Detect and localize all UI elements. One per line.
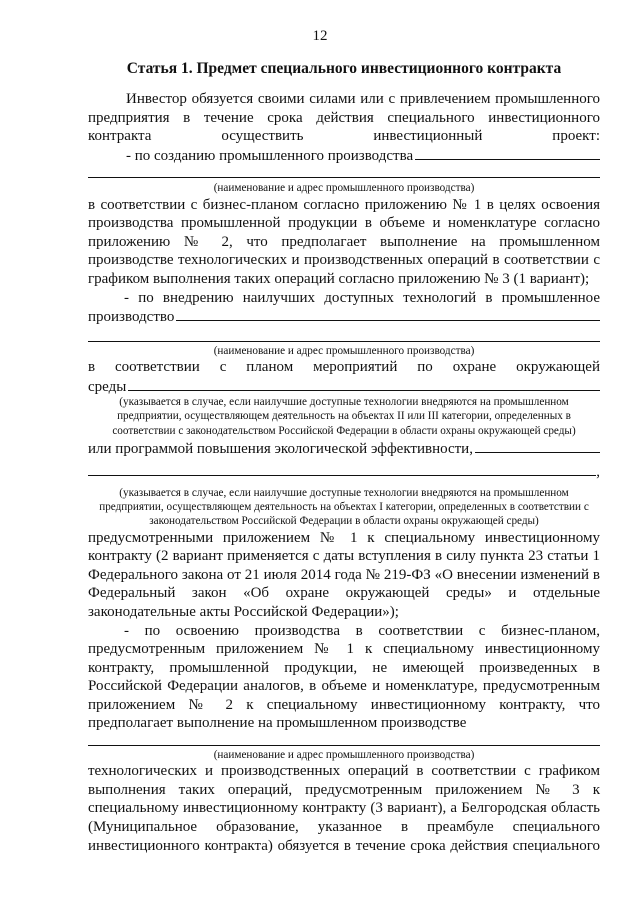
document-body bbox=[88, 90, 600, 855]
eco-lead-line bbox=[88, 439, 600, 459]
note-category-1: (указывается в случае, если наилучшие доступные технологии внедряются на промышленном предприятии, осуществляющем деятельность на объектах I категории, определенных в соответствии с законодательством Российской Федерации в области охраны окружающей среды) bbox=[99, 486, 589, 528]
blank-line[interactable] bbox=[88, 462, 596, 476]
paragraph-item2: - по внедрению наилучших доступных технологий в промышленное bbox=[124, 289, 600, 306]
comma-line bbox=[88, 462, 600, 482]
page-number: 12 bbox=[312, 28, 328, 44]
env-lead-line bbox=[88, 377, 600, 397]
blank-line[interactable] bbox=[176, 307, 600, 321]
paragraph-intro: Инвестор обязуется своими силами или с привлечением промышленного предприятия в течение срока действия специального инвестиционного контракта осуществить инвестиционный проект: bbox=[88, 91, 600, 145]
note-name-address-2: (наименование и адрес промышленного производства) bbox=[213, 344, 475, 357]
paragraph-env-plan: в соответствии с планом мероприятий по охране окружающей bbox=[88, 358, 600, 375]
note-category-2-3: (указывается в случае, если наилучшие доступные технологии внедряются на промышленном предприятии, осуществляющем деятельность на объектах II или III категории, определенных в соответствии с законодательством Российской Федерации в области охраны окружающей среды) bbox=[112, 396, 576, 437]
eco-lead-text: или программой повышения экологической эффективности, bbox=[88, 440, 473, 457]
item2-lead-line bbox=[88, 307, 600, 327]
blank-line[interactable] bbox=[88, 327, 600, 342]
blank-line[interactable] bbox=[415, 146, 600, 160]
env-lead-text: среды bbox=[88, 378, 127, 395]
blank-line[interactable] bbox=[475, 439, 600, 453]
item1-lead-line bbox=[88, 146, 600, 166]
item1-lead-text: - по созданию промышленного производства bbox=[126, 147, 414, 164]
blank-line[interactable] bbox=[88, 165, 600, 178]
paragraph-final: технологических и производственных операций в соответствии с графиком выполнения таких операций, предусмотренным приложением № 3 к специальному инвестиционному контракту (3 вариант), а Белгородская область (Муниципальное образование, указанное в преамбуле специального инвестиционного контракта) обязуется в течение срока действия специального bbox=[88, 763, 600, 854]
note-name-address: (наименование и адрес промышленного производства) bbox=[213, 182, 475, 195]
comma-text: , bbox=[596, 464, 600, 481]
blank-line[interactable] bbox=[88, 733, 600, 746]
paragraph-item1: в соответствии с бизнес-планом согласно приложению № 1 в целях освоения производства промышленной продукции в объеме и номенклатуре согласно приложению № 2, что предполагает выполнение на промышленном производстве технологических и производственных операций в соответствии с графиком выполнения таких операций согласно приложению № 3 (1 вариант); bbox=[88, 196, 600, 287]
paragraph-variant2: предусмотренными приложением № 1 к специальному инвестиционному контракту (2 вариант применяется с даты вступления в силу пункта 23 статьи 1 Федерального закона от 21 июля 2014 года № 219-ФЗ «О внесении изменений в Федеральный закон «Об охране окружающей среды» и отдельные законодательные акты Российской Федерации»); bbox=[88, 529, 600, 620]
item2-lead-text: производство bbox=[88, 309, 175, 326]
article-heading: Статья 1. Предмет специального инвестиционного контракта bbox=[126, 60, 562, 77]
note-name-address-3: (наименование и адрес промышленного производства) bbox=[213, 749, 475, 762]
paragraph-item3: - по освоению производства в соответствии с бизнес-планом, предусмотренным приложением № 1 к специальному инвестиционному контракту, промышленной продукции, не имеющей произведенных в Российской Федерации аналогов, в объеме и номенклатуре, предусмотренным приложением № 2 к специальному инвестиционному контракту, что предполагает выполнение на промышленном производстве bbox=[88, 622, 600, 732]
blank-line[interactable] bbox=[128, 377, 600, 391]
